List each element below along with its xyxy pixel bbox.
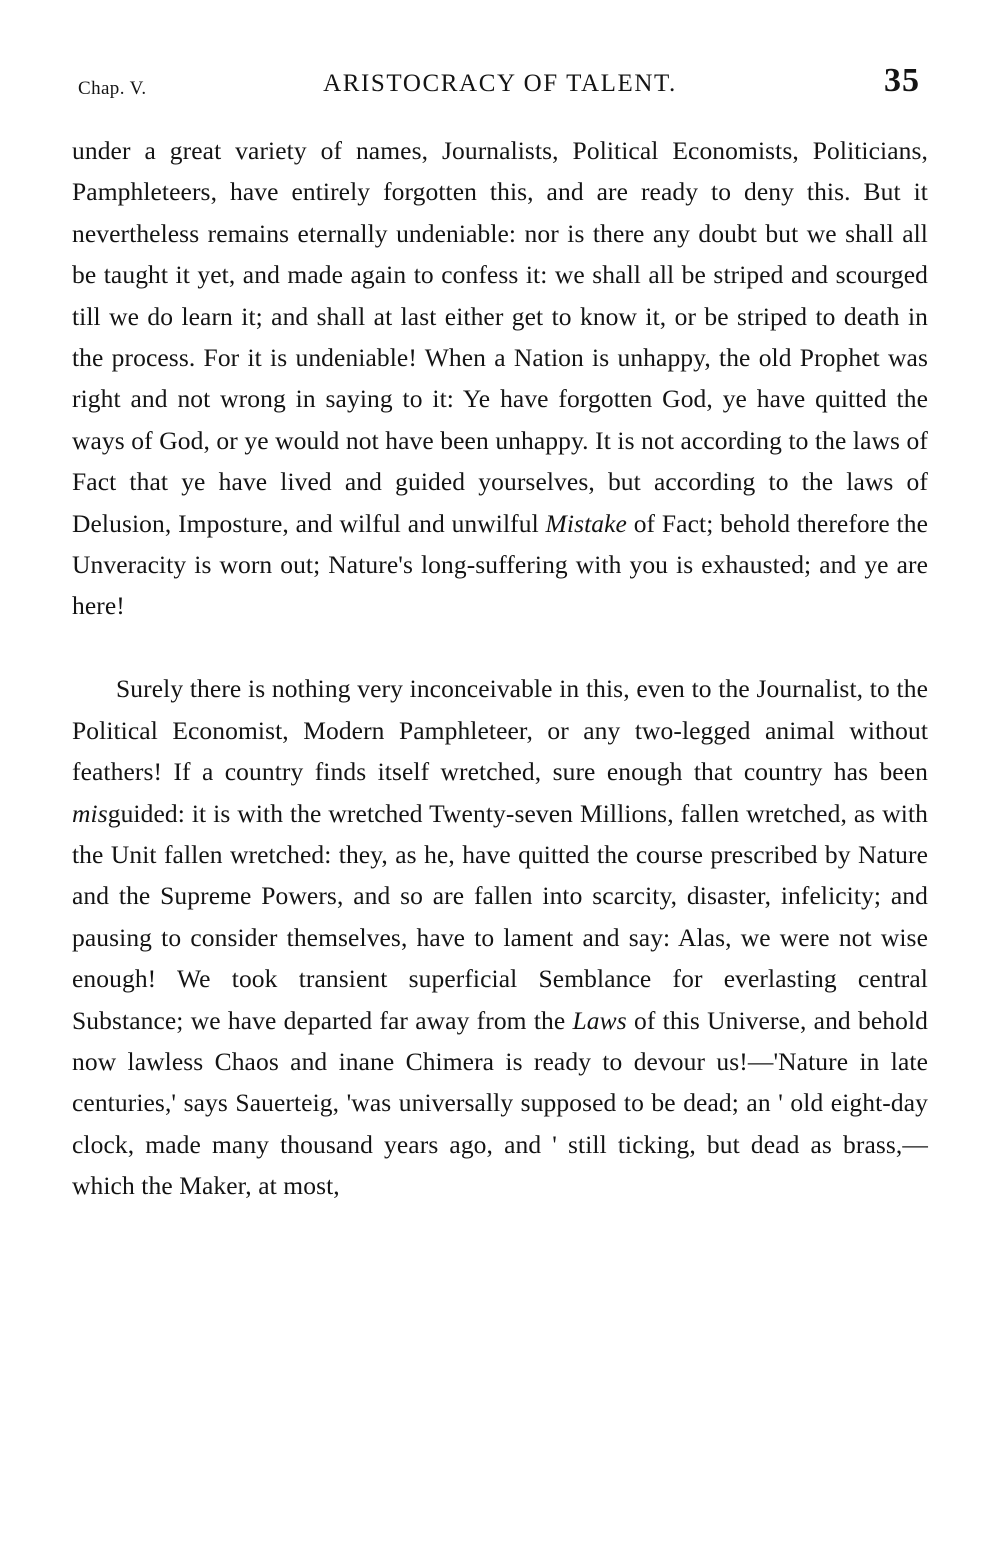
running-head (72, 60, 928, 116)
chapter-label: Chap. V. (78, 78, 147, 99)
italic-run: Mistake (545, 508, 627, 538)
italic-run: mis (72, 798, 108, 828)
body-text (72, 130, 928, 1207)
italic-run: Laws (572, 1005, 627, 1035)
paragraph: under a great variety of names, Journalists, Political Economists, Politicians, Pamphleteers, have entirely forgotten this, and are ready to deny this. But it nevertheless remains eternally undeniable: nor is there any doubt but we shall all be taught it yet, and made again to confess it: we shall all be striped and scourged till we do learn it; and shall at last either get to know it, or be striped to death in the process. For it is undeniable! When a Nation is unhappy, the old Prophet was right and not wrong in saying to it: Ye have forgotten God, ye have quitted the ways of God, or ye would not have been unhappy. It is not according to the laws of Fact that ye have lived and guided yourselves, but according to the laws of Delusion, Imposture, and wilful and unwilful Mistake of Fact; behold therefore the Unveracity is worn out; Nature's long-suffering with you is exhausted; and ye are here! (72, 136, 928, 621)
page-title: ARISTOCRACY OF TALENT. (323, 70, 677, 97)
page-number: 35 (884, 62, 920, 99)
paragraph: Surely there is nothing very inconceivable in this, even to the Journalist, to the Political Economist, Modern Pamphleteer, or any two-legged animal without feathers! If a country finds itself wretched, sure enough that country has been misguided: it is with the wretched Twenty-seven Millions, fallen wretched, as with the Unit fallen wretched: they, as he, have quitted the course prescribed by Nature and the Supreme Powers, and so are fallen into scarcity, disaster, infelicity; and pausing to consider themselves, have to lament and say: Alas, we were not wise enough! We took transient superficial Semblance for everlasting central Substance; we have departed far away from the Laws of this Universe, and behold now lawless Chaos and inane Chimera is ready to devour us!—'Nature in late centuries,' says Sauerteig, 'was universally supposed to be dead; an ' old eight-day clock, made many thousand years ago, and ' still ticking, but dead as brass,—which the Maker, at most, (72, 674, 928, 1201)
